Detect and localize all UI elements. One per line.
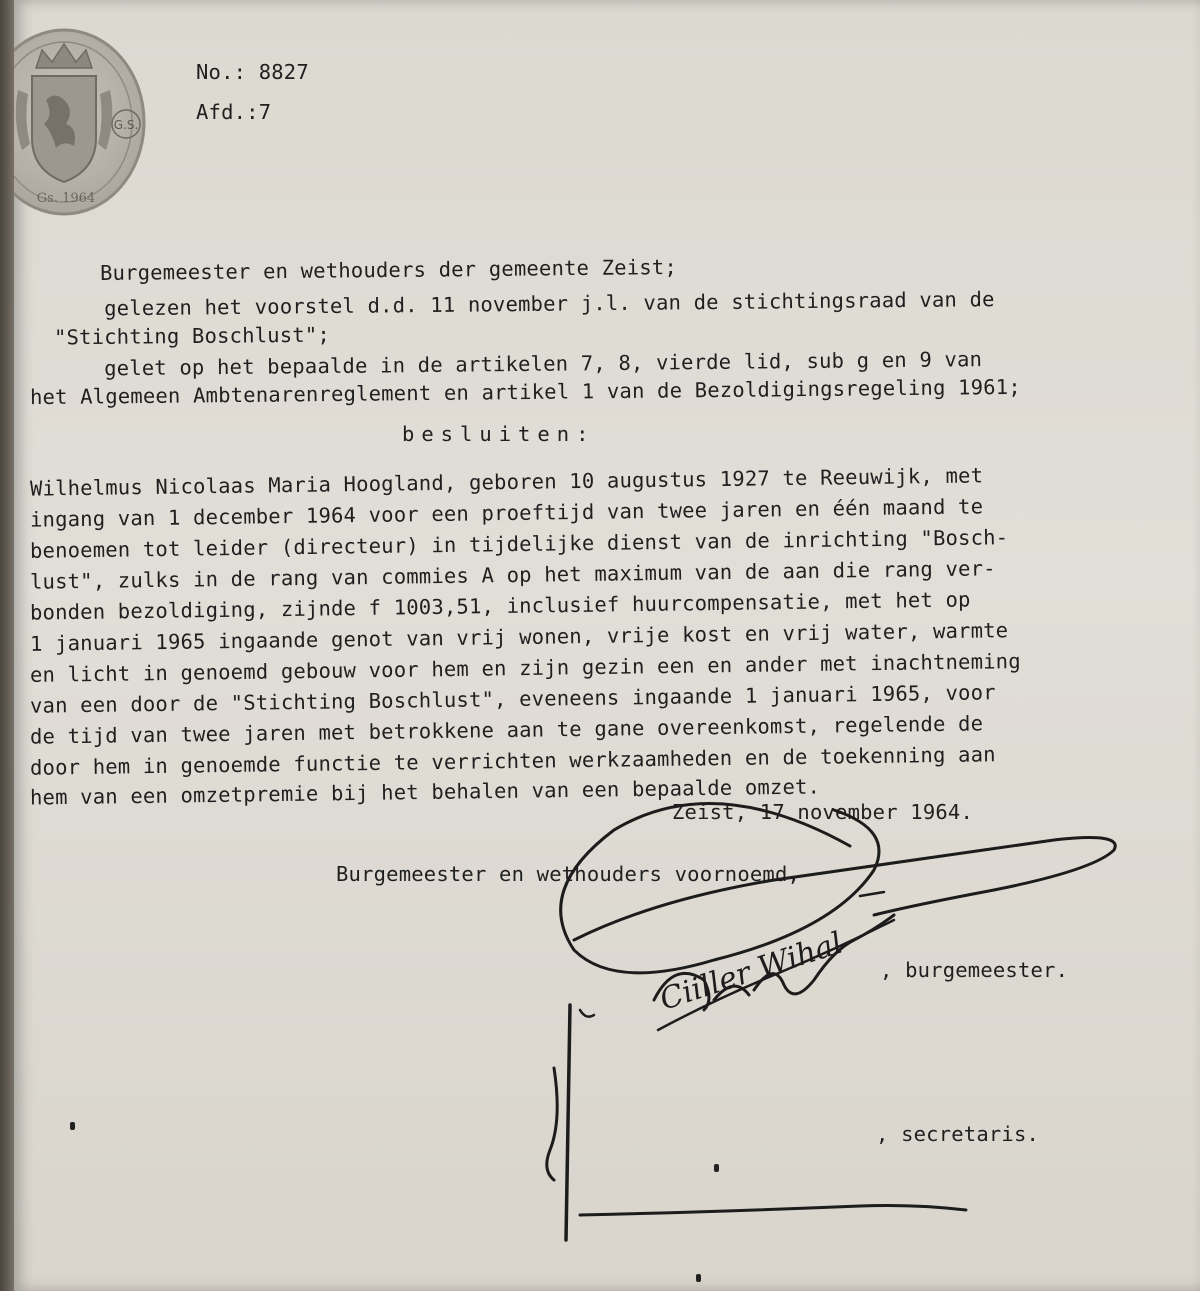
decision-line: hem van een omzetpremie bij het behalen van een bepaalde omzet. <box>29 774 821 810</box>
department-number: Afd.:7 <box>196 100 272 124</box>
preamble-line: "Stichting Boschlust"; <box>53 322 331 350</box>
ink-dot <box>70 1122 75 1130</box>
decision-line: lust", zulks in de rang van commies A op het maximum van de aan die rang ver- <box>29 556 996 594</box>
decision-line: Wilhelmus Nicolaas Maria Hoogland, geboren 10 augustus 1927 te Reeuwijk, met <box>29 463 984 501</box>
ink-dot <box>714 1164 719 1172</box>
seal-mark: G.S. <box>113 118 139 132</box>
decision-line: bonden bezoldiging, zijnde f 1003,51, inclusief huurcompensatie, met het op <box>29 587 971 625</box>
preamble-line: gelet op het bepaalde in de artikelen 7, 8, vierde lid, sub g en 9 van <box>53 347 983 381</box>
decision-line: de tijd van twee jaren met betrokkene aan te gane overeenkomst, regelende de <box>29 711 984 749</box>
preamble-line: gelezen het voorstel d.d. 11 november j.l. van de stichtingsraad van de <box>53 287 995 321</box>
decision-line: door hem in genoemde functie te verrichten werkzaamheden en de toekenning aan <box>29 742 996 780</box>
place-date: Zeist, 17 november 1964. <box>672 800 974 824</box>
document-number: No.: 8827 <box>196 60 309 84</box>
decision-line: van een door de "Stichting Boschlust", eveneens ingaande 1 januari 1965, voor <box>29 680 996 718</box>
ink-dot <box>696 1274 701 1282</box>
seal-text: Gs. 1964 <box>36 191 96 206</box>
closing-formula: Burgemeester en wethouders voornoemd, <box>336 862 801 886</box>
mayor-label: , burgemeester. <box>880 958 1069 982</box>
document-page <box>14 0 1200 1291</box>
decision-line: en licht in genoemd gebouw voor hem en zijn gezin een en ander met inachtneming <box>29 649 1021 687</box>
decision-line: ingang van 1 december 1964 voor een proeftijd van twee jaren en één maand te <box>29 494 984 532</box>
municipal-seal-icon <box>14 20 150 216</box>
decision-line: 1 januari 1965 ingaande genot van vrij wonen, vrije kost en vrij water, warmte <box>29 618 1009 656</box>
secretary-label: , secretaris. <box>876 1122 1040 1146</box>
decision-heading: besluiten: <box>402 422 596 446</box>
preamble-line: Burgemeester en wethouders der gemeente Zeist; <box>99 254 678 286</box>
decision-line: benoemen tot leider (directeur) in tijdelijke dienst van de inrichting "Bosch- <box>29 525 1009 563</box>
preamble-line: het Algemeen Ambtenarenreglement en artikel 1 van de Bezoldigingsregeling 1961; <box>29 374 1021 410</box>
mayor-signature-text: Ciiller Wihal <box>655 925 847 1018</box>
